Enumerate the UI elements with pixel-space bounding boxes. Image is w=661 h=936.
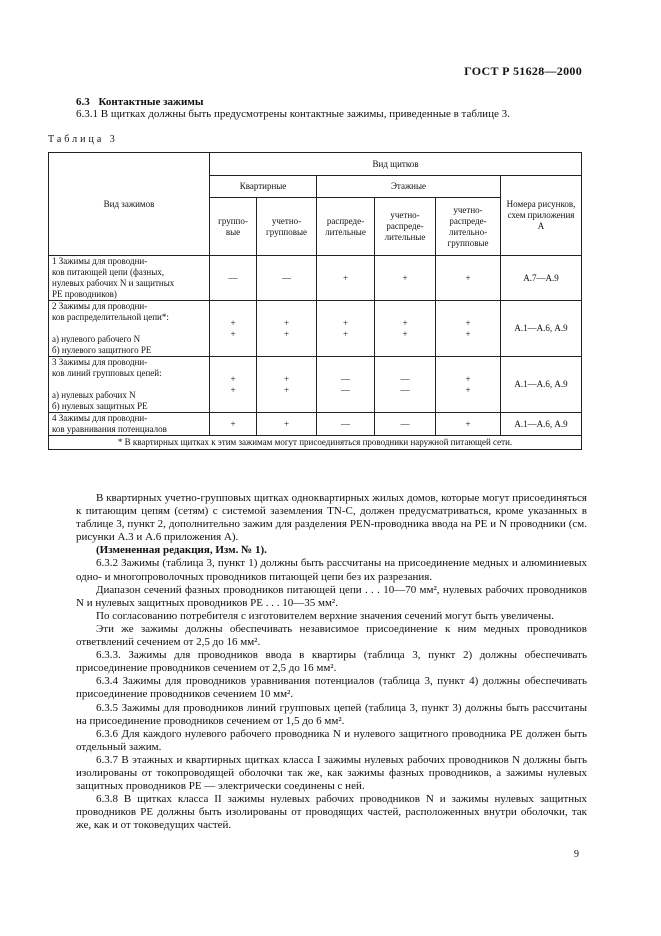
paragraph: (Измененная редакция, Изм. № 1). bbox=[96, 544, 267, 557]
row-label-line: б) нулевого защитного PE bbox=[52, 345, 152, 355]
header-apartment: Квартирные bbox=[210, 176, 317, 198]
mark: + bbox=[465, 373, 471, 384]
row-label bbox=[49, 413, 210, 436]
section-heading bbox=[76, 96, 203, 108]
mark: + bbox=[283, 328, 290, 339]
mark-cell bbox=[375, 256, 436, 301]
mark: + bbox=[283, 317, 290, 328]
paragraph: Эти же зажимы должны обеспечивать независимое присоединение к ним медных проводников ответвлений сечением от 2,5 до 16 мм². bbox=[76, 622, 587, 649]
row-label-line: 4 Зажимы для проводни- bbox=[52, 413, 148, 423]
mark: — bbox=[400, 384, 410, 395]
mark-cell bbox=[317, 256, 375, 301]
mark: + bbox=[230, 384, 236, 395]
mark: + bbox=[230, 328, 236, 339]
figure-ref: А.1—А.6, А.9 bbox=[501, 357, 582, 413]
header-panel-types: Вид щитков bbox=[210, 153, 582, 176]
mark: + bbox=[402, 272, 408, 283]
page-number: 9 bbox=[574, 849, 579, 860]
mark: — bbox=[341, 418, 350, 429]
figure-ref: А.1—А.6, А.9 bbox=[501, 413, 582, 436]
paragraph: Диапазон сечений фазных проводников питающей цепи . . . 10—70 мм², нулевых рабочих проводников N и нулевых защитных проводников PE . . . 10—35 мм². bbox=[76, 583, 587, 609]
subheader-cell: группо-вые bbox=[210, 198, 257, 256]
table-row bbox=[49, 413, 582, 436]
mark: + bbox=[283, 373, 290, 384]
row-label-line bbox=[52, 379, 206, 390]
mark-cell bbox=[257, 413, 317, 436]
row-label-line: PE проводников) bbox=[52, 289, 117, 299]
mark-cell bbox=[375, 357, 436, 413]
table-row bbox=[49, 357, 582, 413]
mark-cell bbox=[436, 301, 501, 357]
mark: + bbox=[465, 384, 471, 395]
mark-cell bbox=[257, 256, 317, 301]
paragraph: 6.3.3. Зажимы для проводников ввода в квартиры (таблица 3, пункт 2) должны обеспечивать присоединение проводников сечением от 2,5 до 16 мм². bbox=[76, 649, 587, 675]
clamps-table bbox=[48, 152, 582, 450]
mark: — bbox=[341, 384, 350, 395]
mark: + bbox=[342, 272, 349, 283]
header-clamp-type: Вид зажимов bbox=[49, 153, 210, 256]
paragraph: 6.3.6 Для каждого нулевого рабочего проводника N и нулевого защитного проводника PE должен быть отдельный зажим. bbox=[76, 727, 587, 753]
row-label-line: нулевых рабочих N и защитных bbox=[52, 278, 175, 288]
row-label bbox=[49, 357, 210, 413]
mark-cell bbox=[317, 301, 375, 357]
row-label-line: а) нулевых рабочих N bbox=[52, 390, 136, 400]
table-row bbox=[49, 256, 582, 301]
subheader-cell: учетно-групповые bbox=[257, 198, 317, 256]
row-label-line: ков линий групповых цепей: bbox=[52, 368, 162, 378]
mark: + bbox=[342, 328, 349, 339]
mark: — bbox=[282, 272, 291, 283]
mark: + bbox=[230, 418, 236, 429]
mark-cell bbox=[210, 301, 257, 357]
mark-cell bbox=[375, 413, 436, 436]
paragraph: По согласованию потребителя с изготовителем верхние значения сечений могут быть увеличены. bbox=[96, 609, 554, 622]
mark-cell bbox=[210, 357, 257, 413]
mark-cell bbox=[436, 413, 501, 436]
mark-cell bbox=[375, 301, 436, 357]
paragraph: В квартирных учетно-групповых щитках одноквартирных жилых домов, которые могут присоединяться к питающим цепям (сетям) с системой заземления TN-C, должен предусматриваться, кроме указанных в таблице 3, пункт 2, дополнительно зажим для разделения PEN-проводника ввода на PE и N проводники (см. рисунки А.3 и А.6 приложения А). bbox=[76, 492, 587, 544]
mark: — bbox=[400, 373, 410, 384]
mark-cell bbox=[257, 301, 317, 357]
subheader-cell: учетно-распреде-лительно-групповые bbox=[436, 198, 501, 256]
mark: + bbox=[230, 317, 236, 328]
mark-cell bbox=[436, 357, 501, 413]
row-label-line bbox=[52, 323, 206, 334]
mark-cell bbox=[317, 357, 375, 413]
mark-cell bbox=[210, 256, 257, 301]
mark: + bbox=[283, 418, 290, 429]
mark-cell bbox=[317, 413, 375, 436]
mark: — bbox=[341, 373, 350, 384]
subheader-cell: учетно-распреде-лительные bbox=[375, 198, 436, 256]
figure-ref: А.7—А.9 bbox=[501, 256, 582, 301]
mark: + bbox=[465, 272, 471, 283]
table-caption: Таблица 3 bbox=[48, 134, 118, 145]
row-label-line: а) нулевого рабочего N bbox=[52, 334, 141, 344]
mark: + bbox=[465, 418, 471, 429]
mark-cell bbox=[210, 413, 257, 436]
row-label-line: 1 Зажимы для проводни- bbox=[52, 256, 148, 266]
clause-6-3-1: 6.3.1 В щитках должны быть предусмотрены контактные зажимы, приведенные в таблице 3. bbox=[76, 108, 510, 120]
paragraph: 6.3.7 В этажных и квартирных щитках класса I зажимы нулевых рабочих проводников N должны быть изолированы от токопроводящей оболочки так же, как зажимы фазных проводников, а зажимы нулевых защитных проводников PE — электрически соединены с ней. bbox=[76, 753, 587, 793]
body-text bbox=[76, 492, 587, 832]
mark: — bbox=[228, 272, 238, 283]
mark: + bbox=[402, 317, 408, 328]
subheader-cell: распреде-лительные bbox=[317, 198, 375, 256]
paragraph: 6.3.8 В щитках класса II зажимы нулевых рабочих проводников N и зажимы нулевых защитных проводников PE должны быть изолированы от проводящих частей, расположенных внутри оболочки, так же, как и от токоведущих частей. bbox=[76, 793, 587, 832]
section-number: 6.3 bbox=[76, 96, 90, 108]
mark: + bbox=[465, 328, 471, 339]
header-figures: Номера рисунков, схем приложения А bbox=[501, 176, 582, 256]
paragraph: 6.3.2 Зажимы (таблица 3, пункт 1) должны быть рассчитаны на присоединение медных и алюминиевых одно- и многопроволочных проводников питающей цепи без их разрезания. bbox=[76, 557, 587, 583]
table-footnote: * В квартирных щитках к этим зажимам могут присоединяться проводники наружной питающей сети. bbox=[49, 436, 582, 450]
row-label-line: ков распределительной цепи*: bbox=[52, 312, 169, 322]
row-label bbox=[49, 256, 210, 301]
mark: + bbox=[342, 317, 349, 328]
figure-ref: А.1—А.6, А.9 bbox=[501, 301, 582, 357]
doc-header: ГОСТ Р 51628—2000 bbox=[464, 64, 582, 78]
table-row bbox=[49, 301, 582, 357]
row-label bbox=[49, 301, 210, 357]
row-label-line: ков питающей цепи (фазных, bbox=[52, 267, 164, 277]
mark-cell bbox=[257, 357, 317, 413]
row-label-line: ков уравнивания потенциалов bbox=[52, 424, 167, 434]
row-label-line: 2 Зажимы для проводни- bbox=[52, 301, 148, 311]
section-title: Контактные зажимы bbox=[98, 96, 204, 108]
mark-cell bbox=[436, 256, 501, 301]
mark: — bbox=[400, 418, 410, 429]
paragraph: 6.3.4 Зажимы для проводников уравнивания потенциалов (таблица 3, пункт 4) должны обеспечивать присоединение проводников сечением 10 мм². bbox=[76, 675, 587, 701]
row-label-line: 3 Зажимы для проводни- bbox=[52, 357, 148, 367]
paragraph: 6.3.5 Зажимы для проводников линий групповых цепей (таблица 3, пункт 3) должны быть рассчитаны на присоединение проводников сечением от 1,5 до 6 мм². bbox=[76, 701, 587, 727]
mark: + bbox=[230, 373, 236, 384]
mark: + bbox=[465, 317, 471, 328]
mark: + bbox=[402, 328, 408, 339]
row-label-line: б) нулевых защитных PE bbox=[52, 401, 148, 411]
mark: + bbox=[283, 384, 290, 395]
header-floor: Этажные bbox=[317, 176, 501, 198]
